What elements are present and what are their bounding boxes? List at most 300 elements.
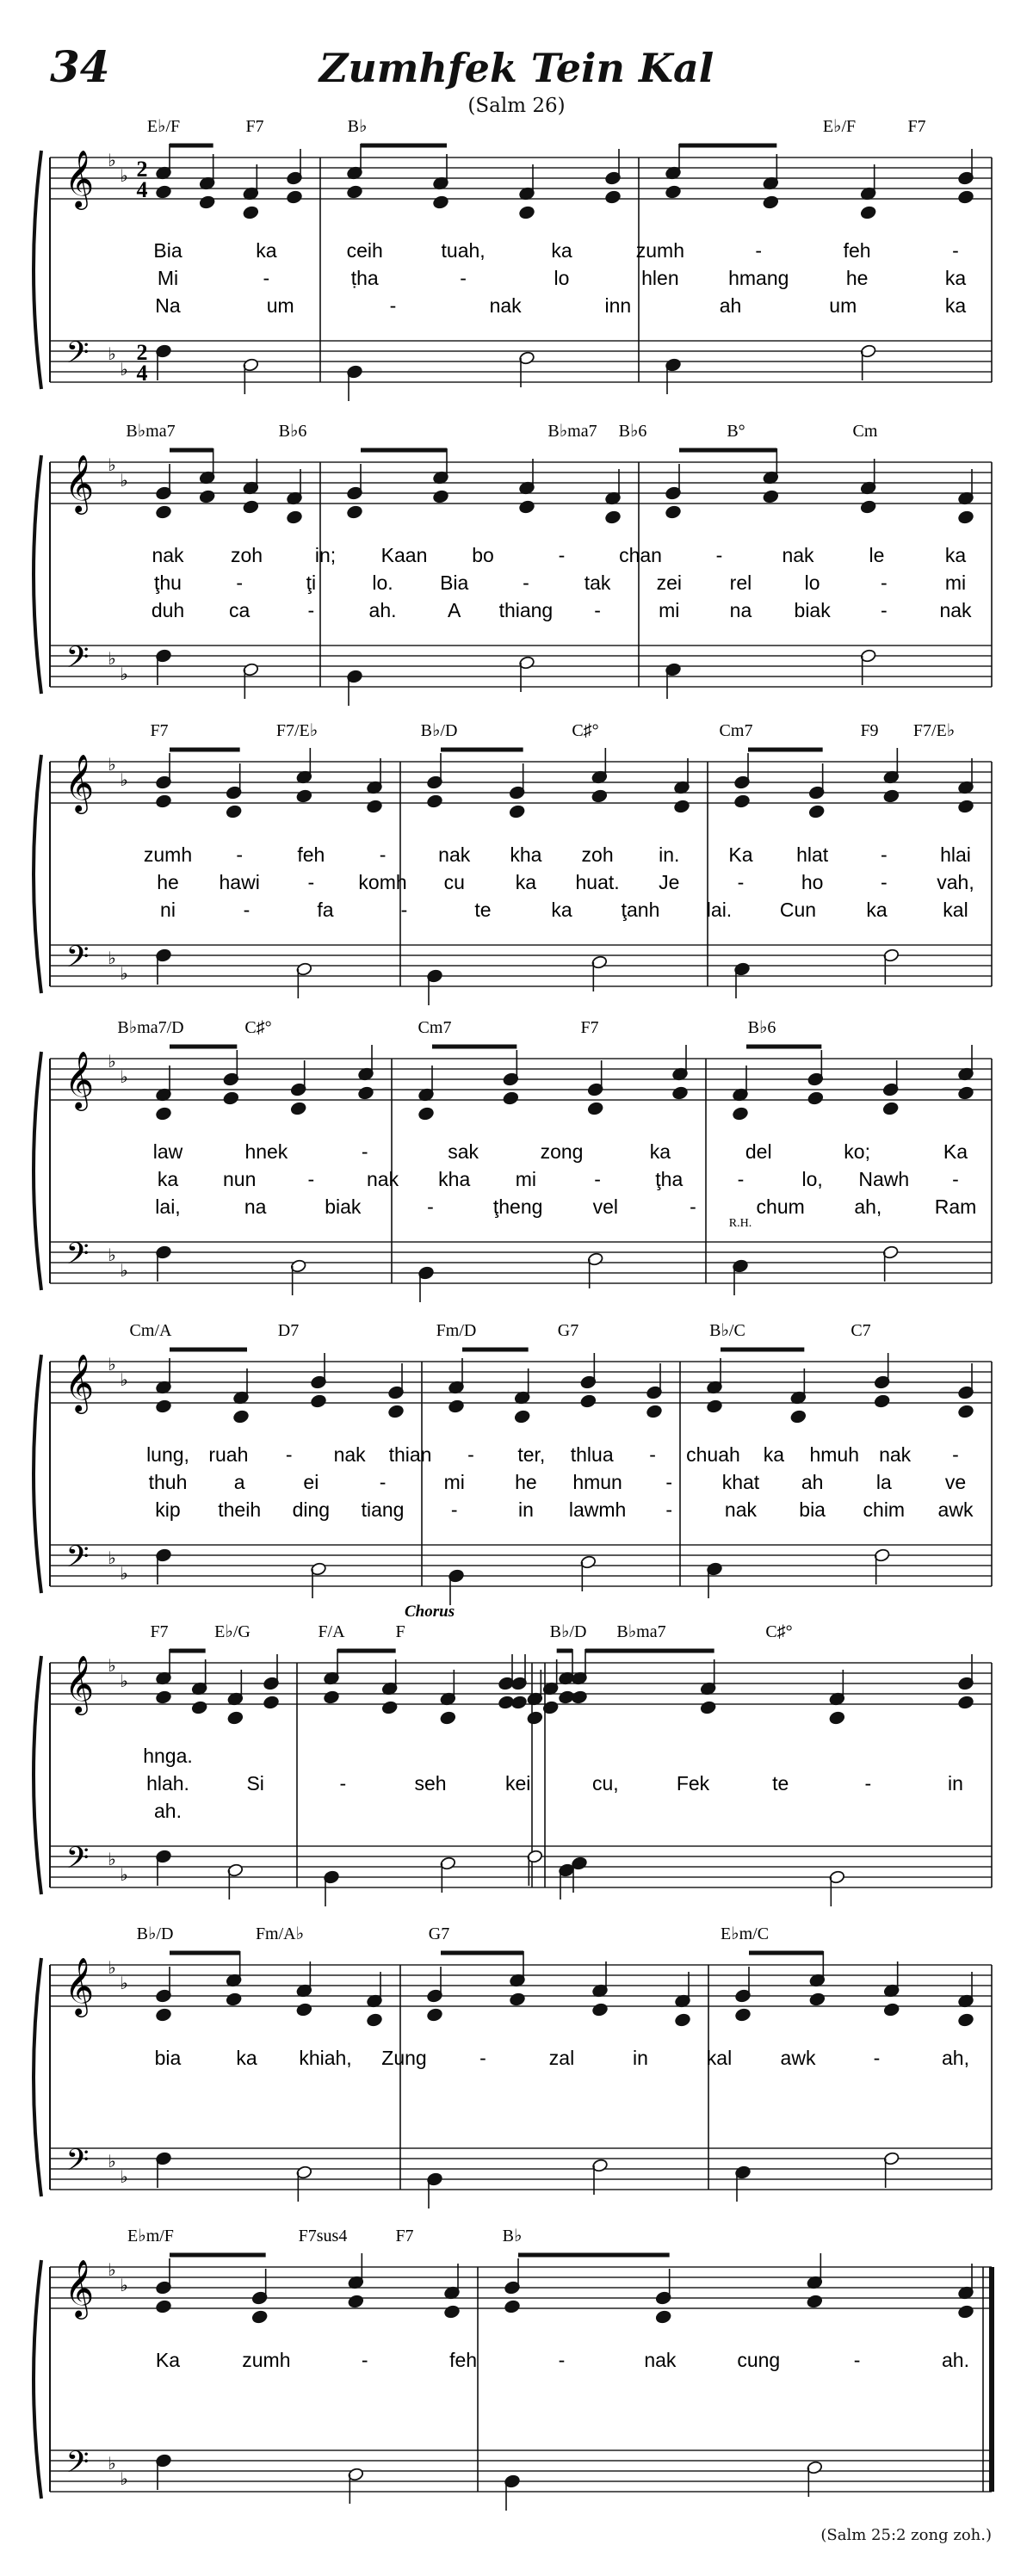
chord-symbol: Fm/A♭: [255, 1924, 305, 1943]
lyric-syllable: -: [263, 267, 270, 289]
treble-note: [580, 1394, 597, 1409]
lyric-syllable: ah.: [154, 1800, 182, 1822]
lyric-syllable: nak: [489, 294, 522, 317]
chord-symbol: Cm7: [418, 1018, 452, 1037]
lyric-syllable: zong: [540, 1140, 584, 1163]
treble-note: [296, 789, 312, 804]
key-flat: ♭: [120, 1974, 128, 1993]
lyric-syllable: -: [853, 2349, 861, 2371]
lyric-syllable: hnga.: [143, 1745, 193, 1767]
chord-symbol: F7: [150, 721, 169, 740]
treble-note: [665, 505, 681, 520]
treble-note: [448, 1399, 464, 1414]
treble-note: [155, 1107, 171, 1121]
lyric-syllable: -: [715, 544, 723, 566]
lyric-syllable: Kaan: [380, 544, 428, 566]
chord-symbol: D7: [277, 1321, 300, 1340]
lyric-syllable: hmun: [572, 1471, 622, 1493]
lyric-syllable: Ram: [934, 1195, 977, 1218]
lyric-syllable: -: [952, 239, 959, 262]
time-sig-bottom: 4: [136, 177, 148, 202]
treble-clef: 𝄞: [64, 1355, 95, 1411]
lyric-syllable: lo,: [801, 1168, 823, 1190]
lyric-syllable: ko;: [844, 1140, 870, 1163]
lyric-syllable: -: [665, 1498, 673, 1521]
time-sig-bottom: 4: [136, 361, 148, 386]
lyric-syllable: chan: [619, 544, 662, 566]
lyric-syllable: inn: [604, 294, 632, 317]
lyric-syllable: zumh: [242, 2349, 291, 2371]
treble-note: [734, 2008, 751, 2023]
treble-note: [957, 1405, 974, 1419]
lyric-syllable: -: [427, 1195, 434, 1218]
lyric-syllable: ţha: [655, 1168, 684, 1190]
lyric-syllable: ah,: [854, 1195, 882, 1218]
treble-note: [882, 1102, 899, 1116]
treble-note: [323, 1690, 339, 1705]
treble-note: [310, 1394, 326, 1409]
treble-note: [286, 510, 302, 525]
bass-clef: 𝄢: [65, 1541, 90, 1581]
system-brace: [34, 455, 41, 694]
chord-symbol: C♯°: [765, 1622, 793, 1641]
treble-note: [155, 505, 171, 520]
chord-symbol: B♭/D: [136, 1924, 174, 1943]
lyric-syllable: -: [379, 843, 387, 866]
lyric-syllable: ca: [229, 599, 251, 621]
lyric-syllable: Zung: [381, 2047, 427, 2069]
lyric-syllable: na: [244, 1195, 267, 1218]
lyric-syllable: -: [649, 1443, 656, 1466]
treble-note: [243, 206, 259, 220]
lyric-syllable: -: [864, 1772, 872, 1795]
lyric-syllable: in;: [314, 544, 337, 566]
key-flat: ♭: [120, 771, 128, 790]
treble-note: [199, 490, 215, 504]
lyric-syllable: thlua: [570, 1443, 614, 1466]
treble-note: [604, 510, 621, 525]
chord-symbol: F7: [395, 2227, 414, 2246]
chord-symbol: Cm: [852, 422, 878, 441]
treble-note: [706, 1399, 722, 1414]
chord-symbol: F: [395, 1622, 405, 1641]
treble-note: [860, 206, 876, 220]
system-brace: [34, 1656, 41, 1894]
treble-note: [227, 1711, 244, 1726]
lyric-syllable: -: [523, 571, 529, 594]
treble-note: [346, 185, 362, 200]
lyric-syllable: -: [880, 599, 888, 621]
key-flat: ♭: [120, 2168, 128, 2187]
lyric-syllable: kha: [510, 843, 542, 866]
lyric-syllable: cu: [443, 871, 465, 893]
lyric-syllable: -: [361, 2349, 368, 2371]
lyric-syllable: Cun: [779, 899, 817, 921]
lyric-syllable: -: [243, 899, 251, 921]
lyric-syllable: Fek: [676, 1772, 710, 1795]
bass-clef: 𝄢: [65, 1843, 90, 1882]
chord-symbol: F7: [150, 1622, 169, 1641]
treble-note: [571, 1690, 587, 1705]
chord-symbol: B♭/C: [709, 1321, 745, 1340]
treble-note: [223, 1091, 239, 1106]
key-flat: ♭: [108, 1657, 116, 1676]
key-flat: ♭: [120, 472, 128, 491]
lyric-syllable: -: [460, 267, 467, 289]
lyric-syllable: -: [285, 1443, 293, 1466]
lyric-syllable: -: [690, 1195, 696, 1218]
lyric-syllable: thian: [388, 1443, 432, 1466]
lyric-syllable: Ka: [155, 2349, 181, 2371]
treble-clef: 𝄞: [64, 1656, 95, 1712]
treble-note: [527, 1711, 543, 1726]
lyric-syllable: tak: [584, 571, 611, 594]
lyric-syllable: sak: [448, 1140, 479, 1163]
treble-note: [957, 2305, 974, 2320]
lyric-syllable: feh: [297, 843, 325, 866]
treble-clef: 𝄞: [64, 1052, 95, 1108]
lyric-syllable: cu,: [591, 1772, 619, 1795]
lyric-syllable: ho: [801, 871, 824, 893]
treble-clef: 𝄞: [64, 455, 95, 511]
lyric-syllable: hmuh: [809, 1443, 860, 1466]
key-flat: ♭: [120, 1565, 128, 1584]
treble-clef: 𝄞: [64, 2260, 95, 2316]
chord-symbol: B♭: [502, 2227, 523, 2246]
lyric-syllable: te: [772, 1772, 789, 1795]
treble-note: [387, 1405, 404, 1419]
footer-note: (Salm 25:2 zong zoh.): [820, 2526, 992, 2544]
lyric-syllable: nak: [644, 2349, 677, 2371]
time-sig-top: 2: [136, 157, 148, 182]
lyric-syllable: -: [880, 571, 888, 594]
lyric-syllable: kip: [155, 1498, 181, 1521]
treble-note: [366, 800, 382, 814]
chord-symbol: F9: [860, 721, 879, 740]
lyric-syllable: mi: [515, 1168, 537, 1190]
treble-note: [957, 1696, 974, 1710]
lyric-syllable: khat: [721, 1471, 760, 1493]
key-flat: ♭: [108, 2455, 116, 2474]
lyric-syllable: lai.: [706, 899, 733, 921]
chord-symbol: B♭/D: [549, 1622, 587, 1641]
treble-note: [665, 185, 681, 200]
treble-note: [514, 1410, 530, 1424]
lyric-syllable: hawi: [219, 871, 260, 893]
treble-note: [346, 505, 362, 520]
chord-symbol: Cm7: [719, 721, 753, 740]
treble-note: [263, 1696, 279, 1710]
lyric-syllable: ţanh: [621, 899, 660, 921]
chord-symbol: F7/E♭: [275, 721, 319, 740]
key-flat: ♭: [120, 1672, 128, 1691]
treble-note: [674, 2013, 690, 2028]
key-flat: ♭: [108, 1959, 116, 1978]
lyric-syllable: vel: [592, 1195, 619, 1218]
lyric-syllable: kha: [438, 1168, 471, 1190]
lyric-syllable: zei: [656, 571, 682, 594]
lyric-syllable: hlah.: [146, 1772, 189, 1795]
lyric-syllable: zumh: [635, 239, 684, 262]
lyric-syllable: -: [665, 1471, 673, 1493]
lyric-syllable: nak: [366, 1168, 399, 1190]
chord-symbol: G7: [557, 1321, 579, 1340]
chord-symbol: C♯°: [572, 721, 599, 740]
lyric-syllable: bo: [472, 544, 494, 566]
song-subtitle: (Salm 26): [467, 95, 566, 117]
lyric-syllable: fa: [317, 899, 334, 921]
treble-note: [155, 1399, 171, 1414]
lyric-syllable: -: [737, 871, 745, 893]
treble-note: [432, 490, 448, 504]
lyric-syllable: ding: [292, 1498, 331, 1521]
lyric-syllable: -: [558, 2349, 566, 2371]
treble-note: [509, 1992, 525, 2007]
lyric-syllable: lai,: [155, 1195, 181, 1218]
lyric-syllable: thuh: [148, 1471, 188, 1493]
lyric-syllable: nak: [438, 843, 471, 866]
lyric-syllable: ka: [551, 239, 572, 262]
key-flat: ♭: [108, 1356, 116, 1374]
treble-note: [587, 1102, 603, 1116]
lyric-syllable: lo: [554, 267, 570, 289]
right-hand-mark: R.H.: [728, 1217, 752, 1230]
chord-symbol: F7: [245, 117, 264, 136]
bass-clef: 𝄢: [65, 1239, 90, 1278]
lyric-syllable: huat.: [575, 871, 620, 893]
treble-clef: 𝄞: [64, 151, 95, 207]
lyric-syllable: -: [479, 2047, 486, 2069]
lyric-syllable: zoh: [230, 544, 263, 566]
chord-symbol: B♭: [347, 117, 368, 136]
treble-note: [296, 2003, 312, 2017]
chord-symbol: F7sus4: [298, 2227, 348, 2246]
lyric-syllable: hlat: [796, 843, 829, 866]
lyric-syllable: -: [450, 1498, 458, 1521]
treble-note: [503, 1091, 519, 1106]
lyric-syllable: -: [880, 871, 888, 893]
lyric-syllable: ka: [551, 899, 572, 921]
lyric-syllable: duh: [151, 599, 185, 621]
lyric-syllable: Si: [246, 1772, 264, 1795]
lyric-syllable: -: [467, 1443, 474, 1466]
treble-note: [808, 805, 825, 819]
key-flat: ♭: [120, 965, 128, 984]
treble-note: [226, 805, 242, 819]
lyric-syllable: in.: [659, 843, 680, 866]
lyric-syllable: ah: [719, 294, 742, 317]
lyric-syllable: zoh: [581, 843, 614, 866]
lyric-syllable: -: [594, 1168, 601, 1190]
lyric-syllable: a: [233, 1471, 245, 1493]
key-flat: ♭: [108, 1246, 116, 1265]
lyric-syllable: ka: [763, 1443, 784, 1466]
treble-note: [191, 1701, 207, 1715]
treble-clef: 𝄞: [64, 755, 95, 811]
lyric-syllable: tiang: [361, 1498, 405, 1521]
chord-symbol: F7: [580, 1018, 599, 1037]
lyric-syllable: ka: [944, 294, 967, 317]
treble-note: [251, 2310, 268, 2325]
lyric-syllable: kal: [943, 899, 968, 921]
lyric-syllable: -: [236, 843, 244, 866]
lyric-syllable: -: [880, 843, 888, 866]
treble-note: [509, 805, 525, 819]
key-flat: ♭: [120, 1262, 128, 1281]
lyric-syllable: um: [266, 294, 294, 317]
lyric-syllable: ţheng: [492, 1195, 543, 1218]
treble-note: [957, 510, 974, 525]
lyric-syllable: hmang: [728, 267, 789, 289]
key-flat: ♭: [108, 345, 116, 364]
treble-note: [957, 2013, 974, 2028]
lyric-syllable: -: [558, 544, 566, 566]
system-brace: [34, 1052, 41, 1290]
lyric-syllable: Bia: [440, 571, 469, 594]
lyric-syllable: awk: [937, 1498, 974, 1521]
chord-symbol: F/A: [318, 1622, 345, 1641]
lyric-syllable: ṭha: [350, 267, 379, 289]
lyric-syllable: -: [952, 1168, 959, 1190]
lyric-syllable: te: [474, 899, 492, 921]
chord-symbol: B♭ma7/D: [117, 1018, 184, 1037]
lyric-syllable: hlai: [940, 843, 971, 866]
lyric-syllable: ah.: [942, 2349, 969, 2371]
key-flat: ♭: [108, 650, 116, 669]
chord-symbol: B♭ma7: [126, 422, 176, 441]
treble-note: [883, 2003, 900, 2017]
lyric-syllable: vah,: [937, 871, 974, 893]
lyric-syllable: chum: [756, 1195, 805, 1218]
lyric-syllable: -: [379, 1471, 387, 1493]
key-flat: ♭: [108, 1053, 116, 1072]
key-flat: ♭: [108, 2261, 116, 2280]
treble-note: [432, 195, 448, 210]
key-flat: ♭: [108, 151, 116, 170]
lyric-syllable: le: [869, 544, 885, 566]
lyric-syllable: Je: [659, 871, 680, 893]
lyric-syllable: ei: [303, 1471, 319, 1493]
chord-symbol: E♭/F: [146, 117, 181, 136]
lyric-syllable: ţhu: [154, 571, 182, 594]
treble-note: [155, 1690, 171, 1705]
lyric-syllable: nak: [879, 1443, 912, 1466]
lyric-syllable: hlen: [641, 267, 679, 289]
treble-note: [418, 1107, 434, 1121]
lyric-syllable: -: [339, 1772, 347, 1795]
lyric-syllable: -: [952, 1443, 959, 1466]
lyric-syllable: chim: [863, 1498, 906, 1521]
system-brace: [34, 1958, 41, 2196]
treble-note: [155, 2008, 171, 2023]
lyric-syllable: feh: [843, 239, 871, 262]
chord-symbol: Fm/D: [436, 1321, 477, 1340]
treble-note: [883, 789, 900, 804]
lyric-syllable: lawmh: [568, 1498, 627, 1521]
treble-note: [348, 2295, 364, 2309]
key-flat: ♭: [108, 1549, 116, 1568]
lyric-syllable: nak: [333, 1443, 366, 1466]
lyric-syllable: Nawh: [858, 1168, 910, 1190]
lyric-syllable: ka: [236, 2047, 257, 2069]
treble-note: [604, 190, 621, 205]
treble-note: [518, 500, 535, 515]
lyric-syllable: lung,: [146, 1443, 189, 1466]
lyric-syllable: Bia: [153, 239, 182, 262]
lyric-syllable: bia: [799, 1498, 826, 1521]
treble-note: [646, 1405, 662, 1419]
lyric-syllable: nak: [724, 1498, 758, 1521]
treble-note: [591, 2003, 608, 2017]
song-title: Zumhfek Tein Kal: [319, 45, 714, 91]
lyric-syllable: ka: [157, 1168, 179, 1190]
chord-symbol: F7/E♭: [912, 721, 956, 740]
lyric-syllable: nak: [152, 544, 184, 566]
lyric-syllable: nun: [222, 1168, 257, 1190]
lyric-syllable: ka: [515, 871, 537, 893]
key-flat: ♭: [120, 665, 128, 684]
lyric-syllable: -: [755, 239, 763, 262]
lyric-syllable: -: [361, 1140, 368, 1163]
lyric-syllable: -: [873, 2047, 881, 2069]
lyric-syllable: lo.: [372, 571, 393, 594]
chord-symbol: B♭ma7: [547, 422, 597, 441]
chord-symbol: Cm/A: [129, 1321, 172, 1340]
lyric-syllable: ceih: [346, 239, 383, 262]
key-flat: ♭: [120, 167, 128, 186]
key-flat: ♭: [120, 1371, 128, 1390]
treble-note: [591, 789, 608, 804]
treble-note: [155, 185, 171, 200]
treble-note: [733, 794, 750, 809]
lyric-syllable: in: [948, 1772, 963, 1795]
chorus-label: Chorus: [405, 1603, 455, 1621]
lyric-syllable: in: [517, 1498, 534, 1521]
lyric-syllable: -: [236, 571, 244, 594]
lyric-syllable: -: [594, 599, 601, 621]
lyric-syllable: zumh: [143, 843, 193, 866]
lyric-syllable: um: [829, 294, 857, 317]
treble-note: [199, 195, 215, 210]
lyric-syllable: ka: [944, 544, 967, 566]
treble-note: [443, 2305, 460, 2320]
chord-symbol: E♭m/C: [720, 1924, 770, 1943]
lyric-syllable: na: [729, 599, 752, 621]
treble-note: [440, 1711, 456, 1726]
lyric-syllable: nak: [782, 544, 814, 566]
lyric-syllable: mi: [659, 599, 680, 621]
chord-symbol: C7: [851, 1321, 871, 1340]
treble-clef: 𝄞: [64, 1958, 95, 2014]
key-flat: ♭: [108, 756, 116, 775]
lyric-syllable: cung: [737, 2349, 781, 2371]
treble-note: [426, 2008, 442, 2023]
lyric-syllable: ah,: [942, 2047, 969, 2069]
treble-note: [366, 2013, 382, 2028]
treble-note: [655, 2310, 671, 2325]
treble-note: [232, 1410, 249, 1424]
bass-clef: 𝄢: [65, 337, 90, 377]
chord-symbol: E♭m/F: [127, 2227, 174, 2246]
treble-note: [732, 1107, 748, 1121]
lyric-syllable: Ka: [728, 843, 753, 866]
lyric-syllable: -: [400, 899, 408, 921]
chord-symbol: B♭6: [278, 422, 307, 441]
treble-note: [807, 2295, 823, 2309]
treble-note: [226, 1992, 242, 2007]
lyric-syllable: feh: [449, 2349, 478, 2371]
bass-clef: 𝄢: [65, 2447, 90, 2486]
